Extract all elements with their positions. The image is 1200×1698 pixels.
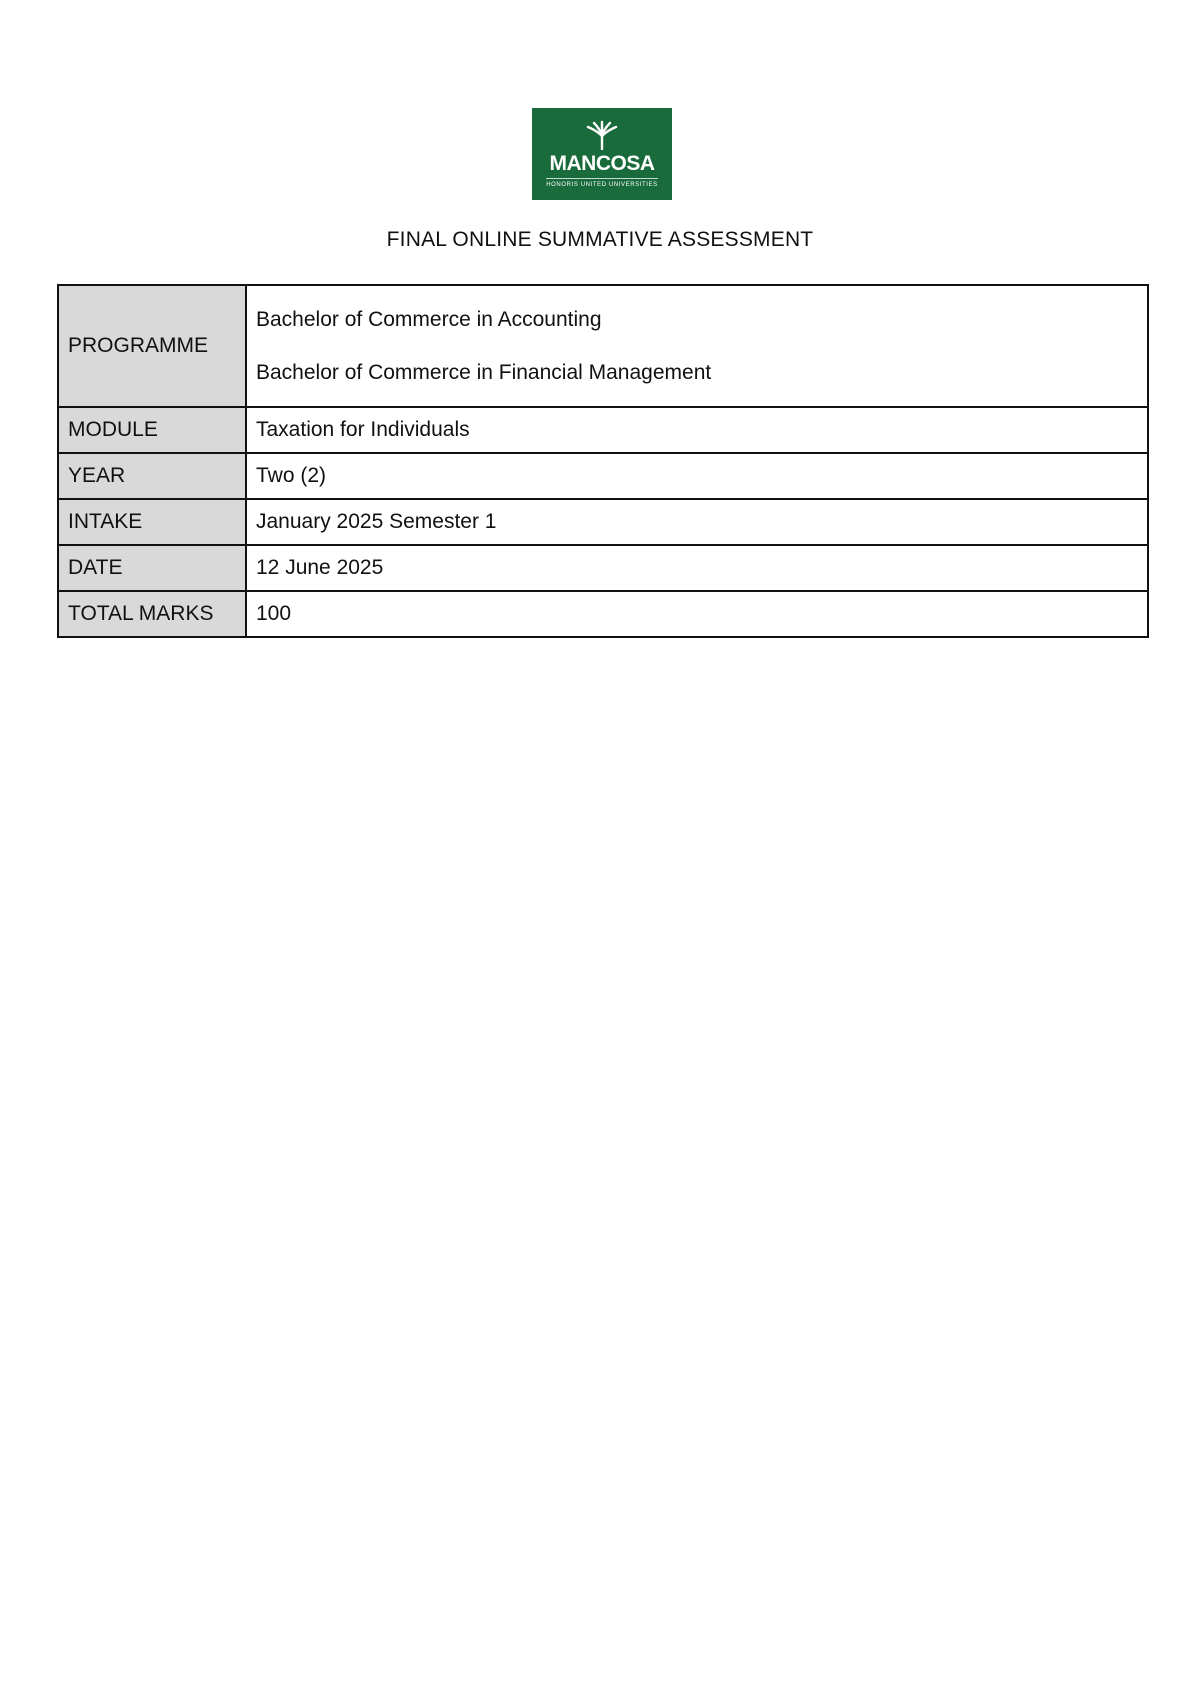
- intake-label: INTAKE: [58, 499, 246, 545]
- logo-subtitle: HONORIS UNITED UNIVERSITIES: [546, 182, 658, 188]
- table-row: [58, 545, 1148, 591]
- date-value: 12 June 2025: [246, 545, 1148, 591]
- module-value: Taxation for Individuals: [246, 407, 1148, 453]
- programme-value: [246, 285, 1148, 407]
- table-row: [58, 285, 1148, 407]
- assessment-info-table: [57, 284, 1149, 638]
- year-value: Two (2): [246, 453, 1148, 499]
- table-row: [58, 453, 1148, 499]
- table-row: [58, 499, 1148, 545]
- year-label: YEAR: [58, 453, 246, 499]
- programme-line: Bachelor of Commerce in Financial Management: [256, 360, 712, 384]
- module-label: MODULE: [58, 407, 246, 453]
- mancosa-tree-icon: [584, 120, 620, 150]
- intake-value: January 2025 Semester 1: [246, 499, 1148, 545]
- date-label: DATE: [58, 545, 246, 591]
- total-marks-label: TOTAL MARKS: [58, 591, 246, 637]
- logo-wordmark: MANCOSA: [549, 152, 655, 175]
- table-row: [58, 591, 1148, 637]
- programme-label: PROGRAMME: [58, 285, 246, 407]
- logo-divider: [546, 178, 658, 179]
- table-row: [58, 407, 1148, 453]
- programme-line: Bachelor of Commerce in Accounting: [256, 307, 602, 331]
- document-title: FINAL ONLINE SUMMATIVE ASSESSMENT: [386, 228, 814, 251]
- total-marks-value: 100: [246, 591, 1148, 637]
- mancosa-logo: [532, 108, 672, 200]
